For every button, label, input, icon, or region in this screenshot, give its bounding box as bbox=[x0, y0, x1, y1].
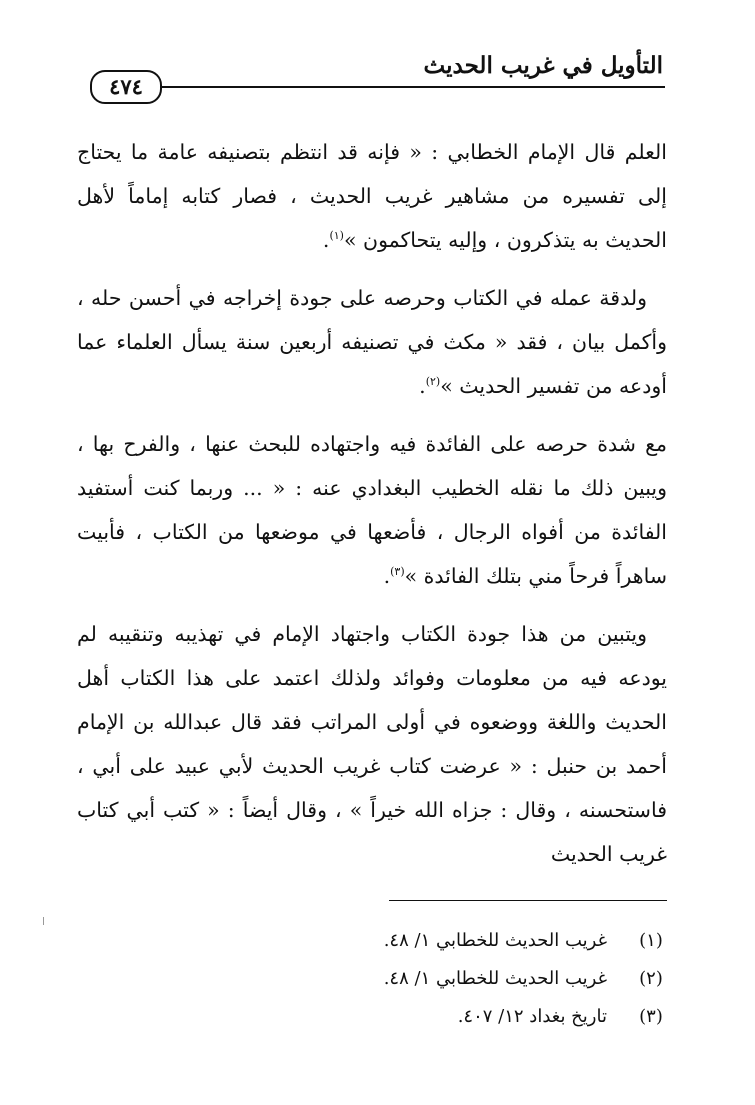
scan-mark bbox=[43, 917, 44, 925]
footnote-item bbox=[77, 960, 677, 998]
page-number-badge: ٤٧٤ bbox=[90, 70, 162, 104]
paragraph-1 bbox=[77, 130, 667, 262]
footnote-number: (٢) bbox=[639, 968, 663, 989]
footnote-item bbox=[77, 998, 677, 1036]
paragraph-3 bbox=[77, 422, 667, 598]
paragraph-end: . bbox=[322, 228, 330, 252]
paragraph-4 bbox=[77, 612, 667, 876]
paragraph-text: ويتبين من هذا جودة الكتاب واجتهاد الإمام في تهذيبه وتنقيبه لم يودعه فيه من معلومات وفوائد ولذلك اعتمد على هذا الكتاب أهل الحديث واللغة ووضعوه في أولى المراتب فقد قال عبدالله بن الإمام أحمد بن حنبل : « عرضت كتاب غريب الحديث لأبي عبيد على أبي ، فاستحسنه ، وقال : جزاه الله خيراً » ، وقال أيضاً : « كتب أبي كتاب غريب الحديث bbox=[77, 622, 667, 866]
footnotes bbox=[77, 922, 677, 1036]
footnote-number: (١) bbox=[639, 930, 663, 951]
footnote-reference: (٣) bbox=[390, 565, 405, 579]
running-header-title: التأويل في غريب الحديث bbox=[423, 52, 663, 79]
footnote-text: تاريخ بغداد ١٢/ ٤٠٧. bbox=[457, 1006, 607, 1027]
paragraph-text: مع شدة حرصه على الفائدة فيه واجتهاده للبحث عنها ، والفرح بها ، ويبين ذلك ما نقله الخطيب البغدادي عنه : « ... وربما كنت أستفيد الفائدة من أفواه الرجال ، فأضعها في موضعها من الكتاب ، فأبيت ساهراً فرحاً مني بتلك الفائدة » bbox=[77, 432, 667, 588]
footnote-text: غريب الحديث للخطابي ١/ ٤٨. bbox=[383, 968, 607, 989]
paragraph-text: ولدقة عمله في الكتاب وحرصه على جودة إخراجه في أحسن حله ، وأكمل بيان ، فقد « مكث في تصنيفه أربعين سنة يسأل العلماء عما أودعه من تفسير الحديث » bbox=[77, 286, 667, 398]
footnote-text: غريب الحديث للخطابي ١/ ٤٨. bbox=[383, 930, 607, 951]
paragraph-end: . bbox=[419, 374, 426, 398]
footnote-item bbox=[77, 922, 677, 960]
footnote-separator bbox=[389, 900, 667, 901]
paragraph-text: العلم قال الإمام الخطابي : « فإنه قد انتظم بتصنيفه عامة ما يحتاج إلى تفسيره من مشاهير غريب الحديث ، فصار كتابه إماماً لأهل الحديث به يتذكرون ، وإليه يتحاكمون » bbox=[77, 140, 667, 252]
paragraph-end: . bbox=[383, 564, 391, 588]
footnote-number: (٣) bbox=[639, 1006, 663, 1027]
footnote-reference: (٢) bbox=[425, 375, 441, 389]
header-rule bbox=[90, 86, 665, 88]
paragraph-2 bbox=[77, 276, 667, 408]
body-text bbox=[77, 130, 667, 890]
footnote-reference: (١) bbox=[329, 229, 344, 243]
